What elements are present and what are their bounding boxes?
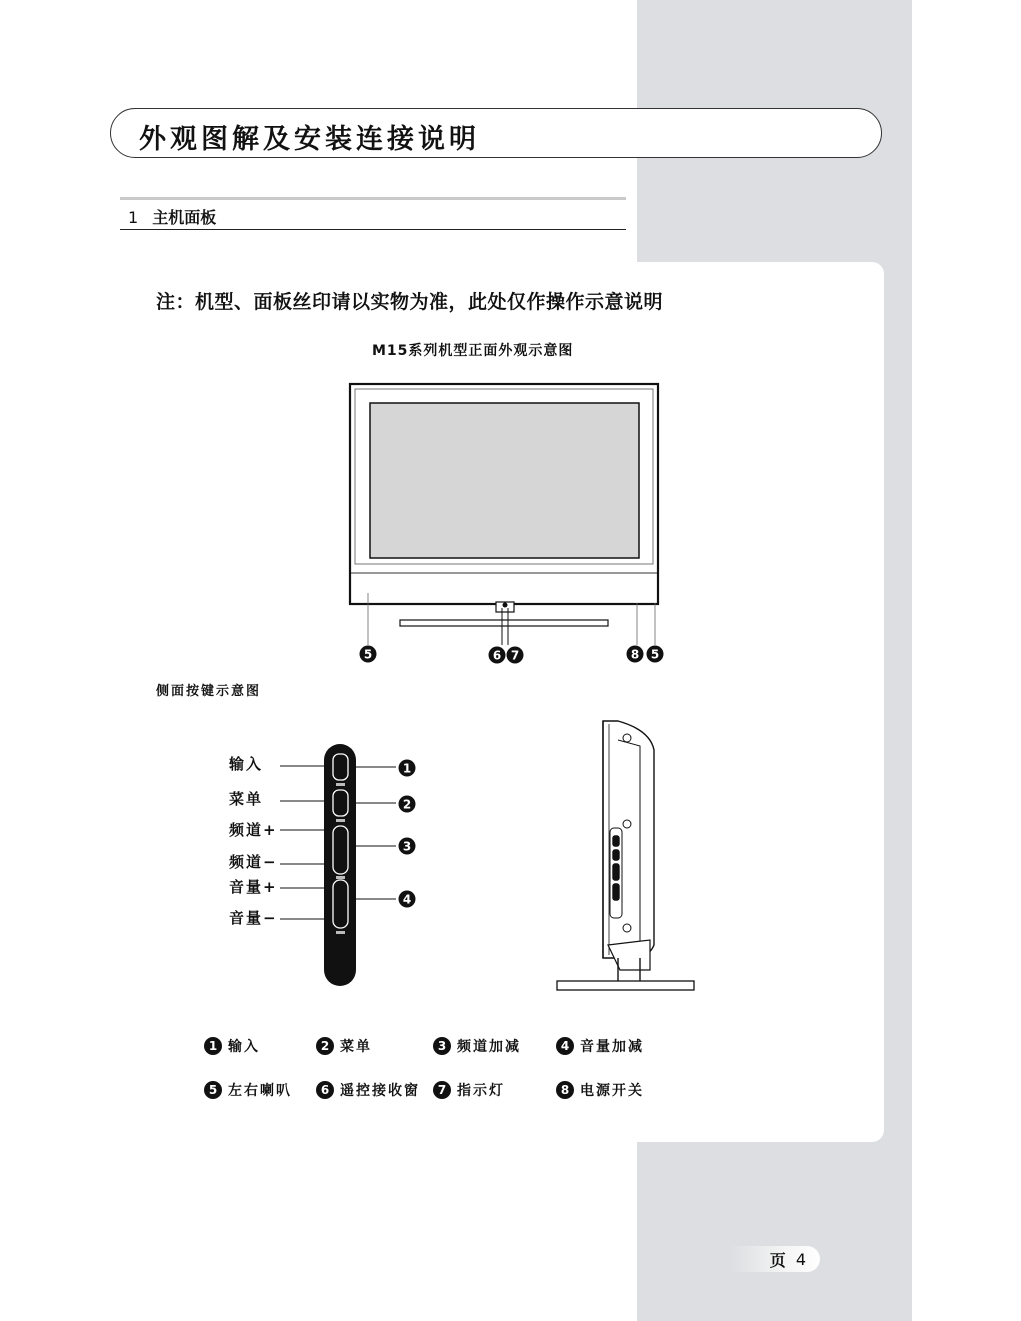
legend-num: 6 [316, 1081, 334, 1099]
legend-label: 输入 [228, 1039, 260, 1055]
callout-6: 6 [492, 648, 502, 663]
side-view-caption: 侧面按键示意图 [156, 684, 262, 699]
tv-stand-base [400, 620, 608, 626]
callout-4: 4 [402, 892, 412, 907]
callout-8: 8 [630, 647, 640, 662]
callout-1: 1 [402, 761, 412, 776]
label-menu: 菜单 [229, 790, 264, 808]
page-title: 外观图解及安装连接说明 [139, 124, 480, 155]
legend-label: 音量加减 [580, 1039, 644, 1055]
legend-label: 菜单 [340, 1039, 372, 1055]
legend-num: 8 [556, 1081, 574, 1099]
page-number: 4 [795, 1249, 806, 1269]
callout-2: 2 [402, 797, 412, 812]
legend-label: 电源开关 [580, 1083, 644, 1099]
front-view-caption: M15系列机型正面外观示意图 [372, 343, 574, 359]
tv-side-profile [557, 721, 694, 990]
callout-5-right: 5 [650, 647, 660, 662]
legend-label: 遥控接收窗 [340, 1083, 420, 1099]
legend-item-indicator [433, 1080, 505, 1100]
legend-label: 频道加减 [457, 1039, 521, 1055]
label-volume-up: 音量+ [229, 878, 278, 896]
callout-5-left: 5 [363, 647, 373, 662]
callout-3: 3 [402, 839, 412, 854]
side-button-panel [280, 744, 396, 986]
legend-item-menu [316, 1036, 372, 1056]
button-callouts [399, 760, 416, 908]
tv-front-view [350, 384, 658, 645]
tv-screen [370, 403, 639, 558]
legend-label: 左右喇叭 [228, 1083, 292, 1099]
label-input: 输入 [229, 755, 264, 773]
label-channel-down: 频道− [229, 853, 278, 871]
callout-7: 7 [510, 648, 520, 663]
section-number: 1 [128, 208, 139, 227]
legend-num: 4 [556, 1037, 574, 1055]
note-text: 注：机型、面板丝印请以实物为准，此处仅作操作示意说明 [156, 291, 664, 313]
legend-num: 2 [316, 1037, 334, 1055]
legend-num: 5 [204, 1081, 222, 1099]
legend-label: 指示灯 [457, 1083, 505, 1099]
legend-num: 3 [433, 1037, 451, 1055]
legend-item-volume [556, 1036, 644, 1056]
page-word: 页 [769, 1250, 786, 1270]
legend-item-speakers [204, 1080, 292, 1100]
legend-item-channel [433, 1036, 521, 1056]
page-number-badge [730, 1246, 820, 1272]
legend-item-input [204, 1036, 260, 1056]
label-volume-down: 音量− [229, 909, 278, 927]
legend-item-power [556, 1080, 644, 1100]
front-callouts [360, 646, 664, 664]
section-label: 主机面板 [152, 208, 217, 227]
label-channel-up: 频道+ [229, 821, 278, 839]
legend-num: 1 [204, 1037, 222, 1055]
legend-num: 7 [433, 1081, 451, 1099]
legend-item-ir-window [316, 1080, 420, 1100]
